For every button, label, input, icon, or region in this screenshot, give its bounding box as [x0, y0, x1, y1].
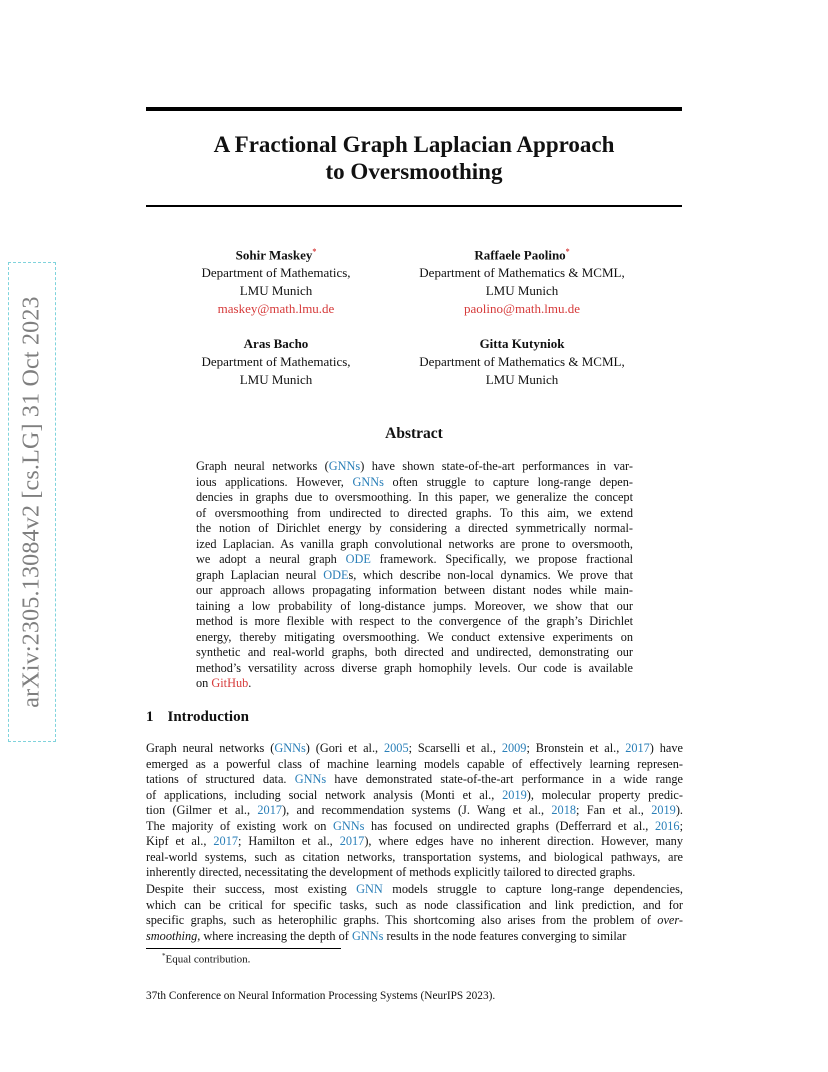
text-segment: ).: [675, 803, 683, 817]
author-block-1: [146, 243, 406, 318]
acronym-link[interactable]: ODE: [323, 567, 349, 582]
text-line: [196, 676, 633, 692]
conference-note: 37th Conference on Neural Information Processing Systems (NeurIPS 2023).: [146, 990, 496, 1002]
citation-year-link[interactable]: 2016: [654, 818, 680, 833]
text-line: [196, 630, 633, 646]
text-segment: synthetic and real-world graphs, both directed and undirected, demonstrating our: [196, 645, 633, 659]
citation-year-link[interactable]: 2005: [384, 741, 409, 755]
title-line-1: A Fractional Graph Laplacian Approach: [213, 132, 615, 157]
author-email-link[interactable]: paolino@math.lmu.de: [464, 301, 580, 317]
author-institution: LMU Munich: [239, 283, 313, 299]
text-segment: method is more flexible with respect to the convergence of the graph’s Dirichlet: [196, 614, 633, 628]
text-line: [146, 803, 683, 819]
arxiv-stamp: [8, 262, 56, 742]
author-institution: LMU Munich: [239, 372, 313, 387]
paper-title: [146, 131, 682, 185]
text-segment: the notion of Dirichlet energy by considering a directed symmetrically normal-: [196, 521, 633, 535]
text-segment: ; Hamilton et al.,: [238, 834, 340, 848]
text-line: [196, 475, 633, 491]
text-segment: ) (Gori et al.,: [305, 741, 384, 755]
acronym-link[interactable]: GNN: [356, 882, 383, 896]
text-segment: tations of structured data.: [146, 772, 295, 786]
text-segment: Kipf et al.,: [146, 834, 214, 848]
section-title: Introduction: [167, 709, 249, 725]
text-segment: s, which describe non-local dynamics. We prove that: [348, 567, 634, 582]
text-line: [146, 819, 683, 835]
text-segment: .: [248, 676, 252, 690]
arxiv-identifier: arXiv:2305.13084v2 [cs.LG] 31 Oct 2023: [18, 296, 45, 708]
author-name: Sohir Maskey*: [235, 247, 317, 263]
acronym-link[interactable]: GNNs: [328, 459, 361, 473]
text-segment: graph Laplacian neural: [196, 567, 324, 582]
text-line: [196, 552, 633, 568]
text-line: [196, 490, 633, 506]
text-line: [196, 645, 633, 661]
acronym-link[interactable]: GNNs: [352, 474, 384, 489]
citation-year-link[interactable]: 2017: [257, 803, 282, 817]
abstract-body: [196, 459, 633, 692]
section-heading: [146, 709, 249, 726]
text-segment: which can be critical for specific tasks, such as node classification and link prediction, and for: [146, 897, 683, 912]
text-segment: ), molecular property predic-: [526, 787, 683, 802]
author-affiliation: Department of Mathematics & MCML,: [419, 354, 625, 369]
citation-year-link[interactable]: 2009: [501, 741, 527, 755]
author-institution: LMU Munich: [485, 372, 559, 387]
author-affiliation: Department of Mathematics,: [201, 265, 351, 281]
emphasis-text: over-: [657, 913, 683, 927]
author-name: Gitta Kutyniok: [479, 336, 565, 351]
text-segment: of oversmoothing from undirected to directed graphs. To this aim, we extend: [196, 505, 633, 520]
text-segment: emerged as a powerful class of machine learning models capable of effectively learning represen-: [146, 756, 683, 771]
acronym-link[interactable]: GNNs: [333, 818, 365, 833]
text-segment: taining a low probability of long-distance jumps. Moreover, we show that our: [196, 598, 633, 613]
citation-year-link[interactable]: 2017: [625, 741, 650, 755]
text-line: [146, 788, 683, 804]
text-segment: of applications, including social network analysis (Monti et al.,: [146, 787, 503, 802]
text-segment: our approach allows propagating information between distant nodes while main-: [196, 583, 633, 597]
text-segment: ; Fan et al.,: [576, 803, 652, 817]
text-line: [146, 898, 683, 914]
text-segment: has focused on undirected graphs (Defferrard et al.,: [364, 818, 655, 833]
text-segment: Graph neural networks (: [146, 741, 275, 755]
github-link[interactable]: GitHub: [211, 676, 249, 690]
acronym-link[interactable]: ODE: [345, 552, 371, 566]
text-line: [196, 661, 633, 677]
text-line: [146, 850, 683, 866]
acronym-link[interactable]: GNNs: [294, 772, 327, 786]
text-segment: models struggle to capture long-range dependencies,: [382, 882, 683, 896]
author-affiliation: Department of Mathematics,: [201, 354, 351, 369]
text-segment: ized Laplacian. As vanilla graph convolutional networks are prone to oversmooth,: [196, 536, 633, 551]
emphasis-text: smoothing: [146, 928, 198, 943]
text-segment: Graph neural networks (: [196, 459, 329, 473]
text-segment: often struggle to capture long-range depen-: [383, 474, 633, 489]
author-email-link[interactable]: maskey@math.lmu.de: [217, 301, 335, 317]
citation-year-link[interactable]: 2019: [651, 803, 676, 817]
text-line: [146, 929, 683, 945]
text-line: [196, 568, 633, 584]
author-block-3: [146, 335, 406, 389]
text-segment: on: [196, 676, 212, 690]
text-segment: method’s versatility across diverse graph homophily levels. Our code is available: [196, 660, 633, 675]
intro-paragraph-2: [146, 882, 683, 944]
text-segment: we adopt a neural graph: [196, 552, 346, 566]
text-line: [146, 772, 683, 788]
text-segment: inherently directed, necessitating the development of methods explicitly tailored to directed graphs.: [146, 865, 636, 879]
author-name: Raffaele Paolino*: [474, 247, 570, 263]
text-line: [146, 834, 683, 850]
text-line: [146, 913, 683, 929]
text-segment: results in the node features converging to similar: [383, 928, 627, 943]
text-segment: ; Scarselli et al.,: [408, 741, 502, 755]
author-name: Aras Bacho: [243, 336, 309, 351]
text-line: [196, 583, 633, 599]
text-segment: , where increasing the depth of: [197, 928, 352, 943]
text-line: [196, 459, 633, 475]
text-line: [146, 741, 683, 757]
acronym-link[interactable]: GNNs: [351, 928, 384, 943]
section-number: 1: [146, 709, 154, 725]
text-line: [146, 757, 683, 773]
text-line: [196, 537, 633, 553]
text-line: [146, 882, 683, 898]
text-segment: tion (Gilmer et al.,: [146, 803, 258, 817]
footnote: *Equal contribution.: [162, 952, 251, 966]
text-line: [146, 865, 683, 881]
text-segment: ), where edges have no inherent direction. However, many: [364, 834, 683, 848]
text-line: [196, 614, 633, 630]
text-segment: Despite their success, most existing: [146, 882, 357, 896]
text-segment: specific graphs, such as heterophilic graphs. This shortcoming also arises from the problem of: [146, 913, 658, 927]
abstract-heading: Abstract: [385, 425, 443, 442]
citation-year-link[interactable]: 2018: [551, 803, 576, 817]
citation-year-link[interactable]: 2017: [339, 834, 365, 848]
title-rule-top: [146, 107, 682, 111]
author-block-4: [392, 335, 652, 389]
author-affiliation: Department of Mathematics & MCML,: [419, 265, 625, 281]
text-segment: ;: [679, 818, 683, 833]
author-block-2: [392, 243, 652, 318]
text-segment: framework. Specifically, we propose fractional: [370, 552, 633, 566]
text-line: [196, 599, 633, 615]
title-rule-bottom: [146, 205, 682, 207]
acronym-link[interactable]: GNNs: [274, 741, 306, 755]
text-segment: ; Bronstein et al.,: [526, 741, 626, 755]
text-line: [196, 521, 633, 537]
text-segment: real-world systems, such as citation networks, transportation systems, and biological pathways, are: [146, 849, 683, 864]
title-line-2: to Oversmoothing: [325, 159, 503, 184]
text-segment: have demonstrated state-of-the-art performance in a wide range: [326, 772, 683, 786]
text-segment: ) have: [649, 741, 683, 755]
text-segment: ious applications. However,: [196, 474, 353, 489]
text-segment: ), and recommendation systems (J. Wang et al.,: [282, 803, 552, 817]
text-segment: energy, thereby mitigating oversmoothing. We conduct extensive experiments on: [196, 629, 633, 644]
author-institution: LMU Munich: [485, 283, 559, 299]
footnote-rule: [146, 948, 341, 949]
citation-year-link[interactable]: 2017: [213, 834, 238, 848]
citation-year-link[interactable]: 2019: [502, 787, 527, 802]
text-segment: dencies in graphs due to oversmoothing. In this paper, we generalize the concept: [196, 490, 633, 504]
text-line: [196, 506, 633, 522]
text-segment: The majority of existing work on: [146, 818, 334, 833]
text-segment: ) have shown state-of-the-art performances in var-: [360, 459, 633, 473]
intro-paragraph-1: [146, 741, 683, 881]
